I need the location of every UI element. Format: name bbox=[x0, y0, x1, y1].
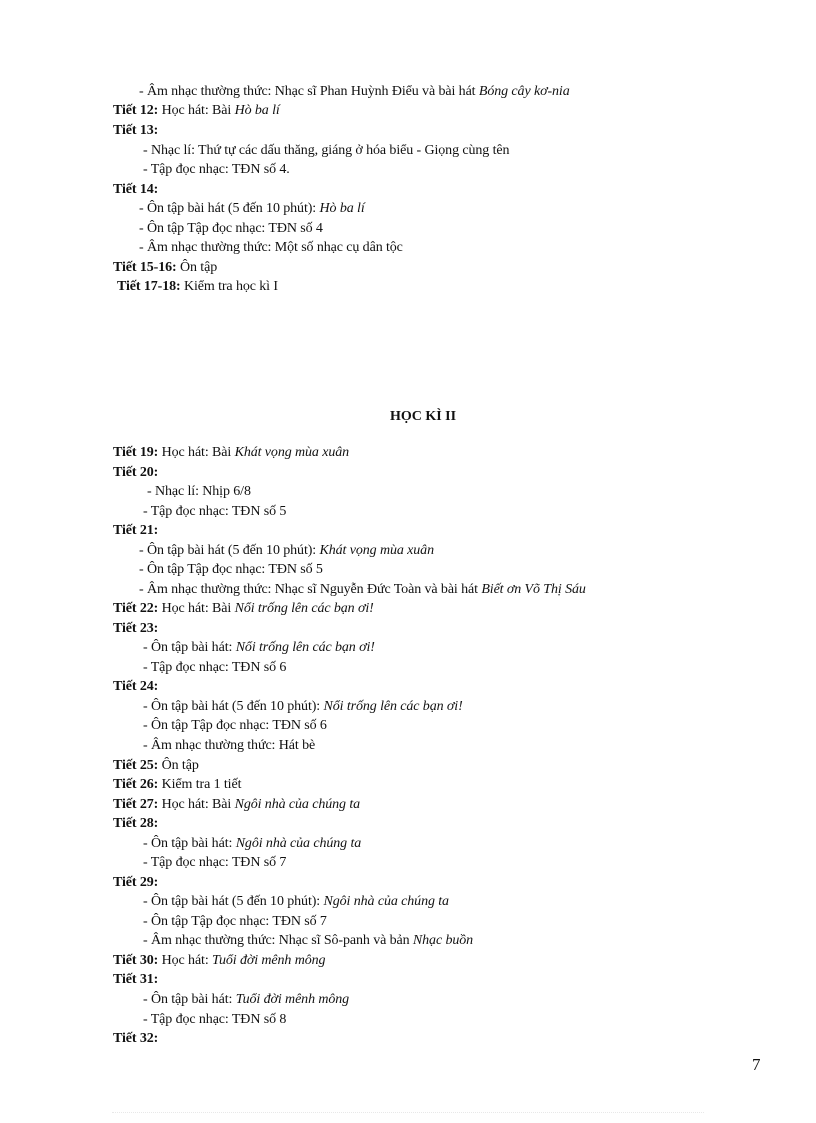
line-text: Kiểm tra 1 tiết bbox=[158, 777, 242, 792]
song-title: Ngôi nhà của chúng ta bbox=[235, 836, 362, 851]
list-item bbox=[143, 853, 286, 872]
line-text: Ôn tập bbox=[176, 260, 218, 275]
line-text: - Ôn tập Tập đọc nhạc: TĐN số 5 bbox=[139, 562, 323, 577]
lesson-row bbox=[113, 677, 158, 696]
list-item bbox=[139, 560, 323, 579]
song-title: Nổi trống lên các bạn ơi! bbox=[323, 699, 463, 714]
lesson-label: Tiết 27: bbox=[113, 797, 159, 812]
list-item bbox=[139, 238, 403, 257]
lesson-label: Tiết 24: bbox=[113, 679, 159, 694]
lesson-label: Tiết 14: bbox=[113, 182, 159, 197]
song-title: Khát vọng mùa xuân bbox=[234, 445, 350, 460]
song-title: Biết ơn Võ Thị Sáu bbox=[481, 582, 586, 597]
lesson-row bbox=[113, 795, 360, 814]
line-text: - Tập đọc nhạc: TĐN số 6 bbox=[143, 660, 287, 675]
song-title: Tuổi đời mênh mông bbox=[235, 992, 350, 1007]
line-text: - Ôn tập Tập đọc nhạc: TĐN số 4 bbox=[139, 221, 323, 236]
lesson-row bbox=[113, 599, 374, 618]
lesson-row bbox=[113, 775, 241, 794]
lesson-row bbox=[113, 619, 158, 638]
song-title: Nổi trống lên các bạn ơi! bbox=[234, 601, 374, 616]
lesson-label: Tiết 15-16: bbox=[113, 260, 177, 275]
song-title: Tuổi đời mênh mông bbox=[212, 953, 326, 968]
song-title: Bóng cây kơ-nia bbox=[478, 84, 570, 99]
line-text: - Âm nhạc thường thức: Một số nhạc cụ dân tộc bbox=[139, 240, 403, 255]
lesson-row bbox=[113, 121, 158, 140]
line-text: - Tập đọc nhạc: TĐN số 4. bbox=[143, 162, 290, 177]
list-item bbox=[143, 502, 286, 521]
line-text: Kiểm tra học kì I bbox=[180, 279, 278, 294]
line-text: Học hát: Bài bbox=[158, 445, 235, 460]
lesson-row bbox=[113, 443, 349, 462]
lesson-row bbox=[113, 180, 158, 199]
list-item bbox=[143, 716, 327, 735]
line-text: - Ôn tập bài hát: bbox=[143, 640, 236, 655]
list-item bbox=[139, 199, 365, 218]
lesson-row bbox=[113, 756, 199, 775]
line-text: Học hát: Bài bbox=[158, 601, 235, 616]
line-text: - Tập đọc nhạc: TĐN số 8 bbox=[143, 1012, 287, 1027]
lesson-row bbox=[117, 277, 278, 296]
list-item bbox=[139, 219, 323, 238]
list-item bbox=[139, 541, 434, 560]
line-text: - Tập đọc nhạc: TĐN số 7 bbox=[143, 855, 287, 870]
line-text: Học hát: Bài bbox=[158, 103, 235, 118]
song-title: Nhạc buồn bbox=[412, 933, 474, 948]
lesson-label: Tiết 22: bbox=[113, 601, 159, 616]
lesson-label: Tiết 28: bbox=[113, 816, 159, 831]
list-item bbox=[143, 736, 315, 755]
line-text: - Âm nhạc thường thức: Nhạc sĩ Nguyễn Đức Toàn và bài hát bbox=[139, 582, 482, 597]
lesson-row bbox=[113, 814, 158, 833]
line-text: - Nhạc lí: Thứ tự các dấu thăng, giáng ở hóa biểu - Giọng cùng tên bbox=[143, 143, 510, 158]
lesson-label: Tiết 19: bbox=[113, 445, 159, 460]
page-number: 7 bbox=[752, 1055, 761, 1074]
lesson-row bbox=[113, 101, 280, 120]
list-item bbox=[139, 580, 586, 599]
song-title: Ngôi nhà của chúng ta bbox=[323, 894, 449, 909]
section-heading: HỌC KÌ II bbox=[389, 409, 457, 424]
page-footer-divider bbox=[112, 1112, 704, 1113]
line-text: - Nhạc lí: Nhịp 6/8 bbox=[147, 484, 251, 499]
lesson-row bbox=[113, 1029, 158, 1048]
line-text: - Ôn tập bài hát: bbox=[143, 992, 236, 1007]
lesson-label: Tiết 12: bbox=[113, 103, 159, 118]
lesson-row bbox=[113, 258, 217, 277]
list-item bbox=[143, 931, 473, 950]
list-item bbox=[143, 141, 509, 160]
line-text: - Ôn tập Tập đọc nhạc: TĐN số 6 bbox=[143, 718, 327, 733]
lesson-label: Tiết 13: bbox=[113, 123, 159, 138]
line-text: - Ôn tập bài hát: bbox=[143, 836, 236, 851]
line-text: - Ôn tập bài hát (5 đến 10 phút): bbox=[139, 543, 320, 558]
lesson-label: Tiết 31: bbox=[113, 972, 159, 987]
line-text: - Âm nhạc thường thức: Hát bè bbox=[143, 738, 316, 753]
list-item bbox=[143, 160, 290, 179]
list-item bbox=[143, 912, 327, 931]
line-text: - Âm nhạc thường thức: Nhạc sĩ Sô-panh và bản bbox=[143, 933, 413, 948]
list-item bbox=[139, 82, 570, 101]
lesson-label: Tiết 20: bbox=[113, 465, 159, 480]
lesson-row bbox=[113, 463, 158, 482]
line-text: - Ôn tập Tập đọc nhạc: TĐN số 7 bbox=[143, 914, 327, 929]
list-item bbox=[143, 658, 286, 677]
list-item bbox=[143, 990, 349, 1009]
list-item bbox=[147, 482, 251, 501]
lesson-row bbox=[113, 970, 158, 989]
lesson-row bbox=[113, 951, 325, 970]
lesson-label: Tiết 23: bbox=[113, 621, 159, 636]
lesson-label: Tiết 21: bbox=[113, 523, 159, 538]
list-item bbox=[143, 638, 375, 657]
lesson-label: Tiết 26: bbox=[113, 777, 159, 792]
list-item bbox=[143, 834, 361, 853]
song-title: Hò ba lí bbox=[234, 103, 280, 118]
lesson-label: Tiết 32: bbox=[113, 1031, 159, 1046]
list-item bbox=[143, 697, 463, 716]
line-text: - Ôn tập bài hát (5 đến 10 phút): bbox=[143, 699, 324, 714]
lesson-label: Tiết 25: bbox=[113, 758, 159, 773]
song-title: Hò ba lí bbox=[319, 201, 365, 216]
line-text: - Ôn tập bài hát (5 đến 10 phút): bbox=[139, 201, 320, 216]
line-text: Học hát: bbox=[158, 953, 213, 968]
list-item bbox=[143, 892, 449, 911]
line-text: Ôn tập bbox=[158, 758, 199, 773]
song-title: Ngôi nhà của chúng ta bbox=[234, 797, 361, 812]
lesson-row bbox=[113, 873, 158, 892]
song-title: Khát vọng mùa xuân bbox=[319, 543, 434, 558]
lesson-label: Tiết 29: bbox=[113, 875, 159, 890]
lesson-row bbox=[113, 521, 158, 540]
line-text: Học hát: Bài bbox=[158, 797, 235, 812]
line-text: - Âm nhạc thường thức: Nhạc sĩ Phan Huỳnh Điểu và bài hát bbox=[139, 84, 479, 99]
line-text: - Tập đọc nhạc: TĐN số 5 bbox=[143, 504, 287, 519]
lesson-label: Tiết 17-18: bbox=[117, 279, 181, 294]
song-title: Nổi trống lên các bạn ơi! bbox=[235, 640, 375, 655]
lesson-label: Tiết 30: bbox=[113, 953, 159, 968]
line-text: - Ôn tập bài hát (5 đến 10 phút): bbox=[143, 894, 324, 909]
list-item bbox=[143, 1010, 286, 1029]
